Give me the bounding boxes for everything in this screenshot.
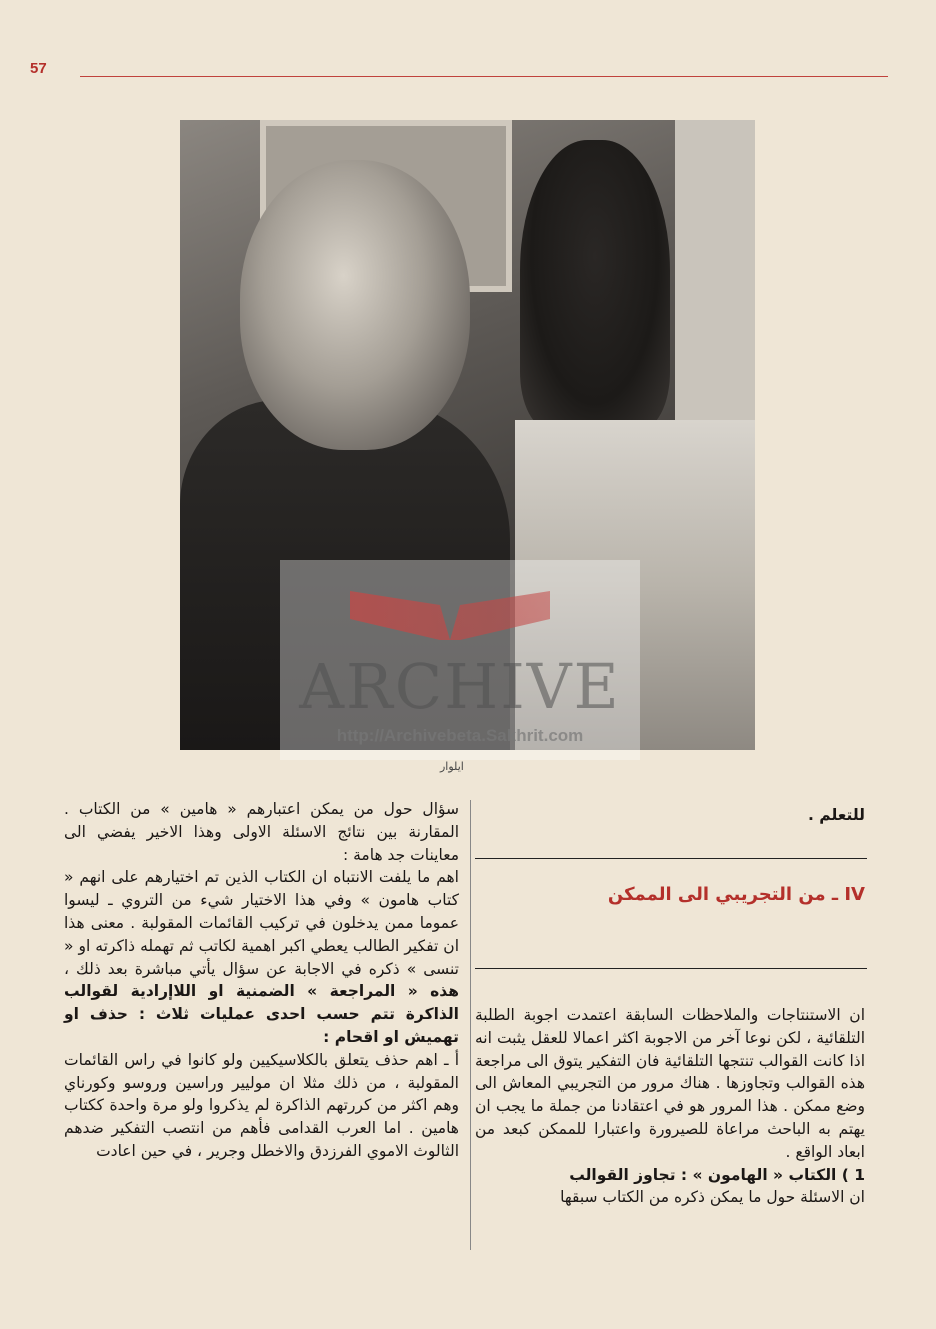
book-logo-icon <box>350 570 550 640</box>
right-column-body <box>475 1004 865 1209</box>
right-column-top-line: للتعلم . <box>808 806 865 824</box>
right-subheading: 1 ) الكتاب « الهامون » : تجاوز القوالب <box>569 1165 865 1184</box>
section-rule-top <box>475 858 867 859</box>
section-heading: IV ـ من التجريبي الى الممكن <box>607 884 865 905</box>
left-paragraph-2-bold: هذه « المراجعة » الضمنية او اللاإرادية لقوالب الذاكرة تتم حسب احدى عمليات ثلاث : حذف او تهميش او اقحام : <box>64 982 459 1046</box>
left-paragraph-1: سؤال حول من يمكن اعتبارهم « هامين » من الكتاب . المقارنة بين نتائج الاسئلة الاولى وهذا الاخير يفضي الى معاينات جد هامة : <box>64 800 459 864</box>
archive-watermark <box>280 560 640 760</box>
left-column-body <box>64 798 459 1163</box>
watermark-title: ARCHIVE <box>299 650 621 723</box>
left-paragraph-2: اهم ما يلفت الانتباه ان الكتاب الذين تم اختيارهم على انهم « كتاب هامون » وفي هذا الاختيار شيء من التروي ـ ليسوا عموما ممن يدخلون في تركيب القائمات المقولبة . معنى هذا ان تفكير الطالب يعطي اكبر اهمية لكاتب ثم تهمله ذاكرته او « تنسى » ذكره في الاجابة عن سؤال يأتي مباشرة بعد ذلك ، <box>64 868 459 978</box>
wall-background <box>675 120 755 430</box>
left-paragraph-3: أ ـ اهم حذف يتعلق بالكلاسيكيين ولو كانوا في راس القائمات المقولبة ، من ذلك مثلا ان موليير وراسين وروسو وكورناي وهم اكثر من كررتهم الذاكرة لم يذكروا ولو مرة واحدة ككتاب هامين . اما العرب القدامى فأهم من انتصب التفكير ضدهم الثالوث الاموي الفرزدق والاخطل وجرير ، في حين اعادت <box>64 1050 459 1160</box>
watermark-url: http://Archivebeta.Sakhrit.com <box>336 726 584 745</box>
header-rule <box>80 76 888 77</box>
page-number: 57 <box>30 60 47 77</box>
statue <box>520 140 670 430</box>
column-divider <box>470 800 471 1250</box>
figure-head <box>240 160 470 450</box>
section-rule-bottom <box>475 968 867 969</box>
right-last-line: ان الاسئلة حول ما يمكن ذكره من الكتاب سبقها <box>560 1188 865 1207</box>
photo-caption: ايلوار <box>440 760 464 773</box>
right-paragraph: ان الاستنتاجات والملاحظات السابقة اعتمدت اجوبة الطلبة التلقائية ، لكن نوعا آخر من الاجوبة اكثر اعمالا للعقل يثبت انه اذا كانت القوالب تنتجها التلقائية فان التفكير يتوق الى مراجعة هذه القوالب وتجاوزها . هناك مرور من التجريبي المعاش الى وضع ممكن . هذا المرور هو في اعتقادنا من جملة ما يجب ان يهتم به الباحث مراعاة للصيرورة واعتبارا للممكن كبعد من ابعاد الواقع . <box>475 1006 865 1161</box>
